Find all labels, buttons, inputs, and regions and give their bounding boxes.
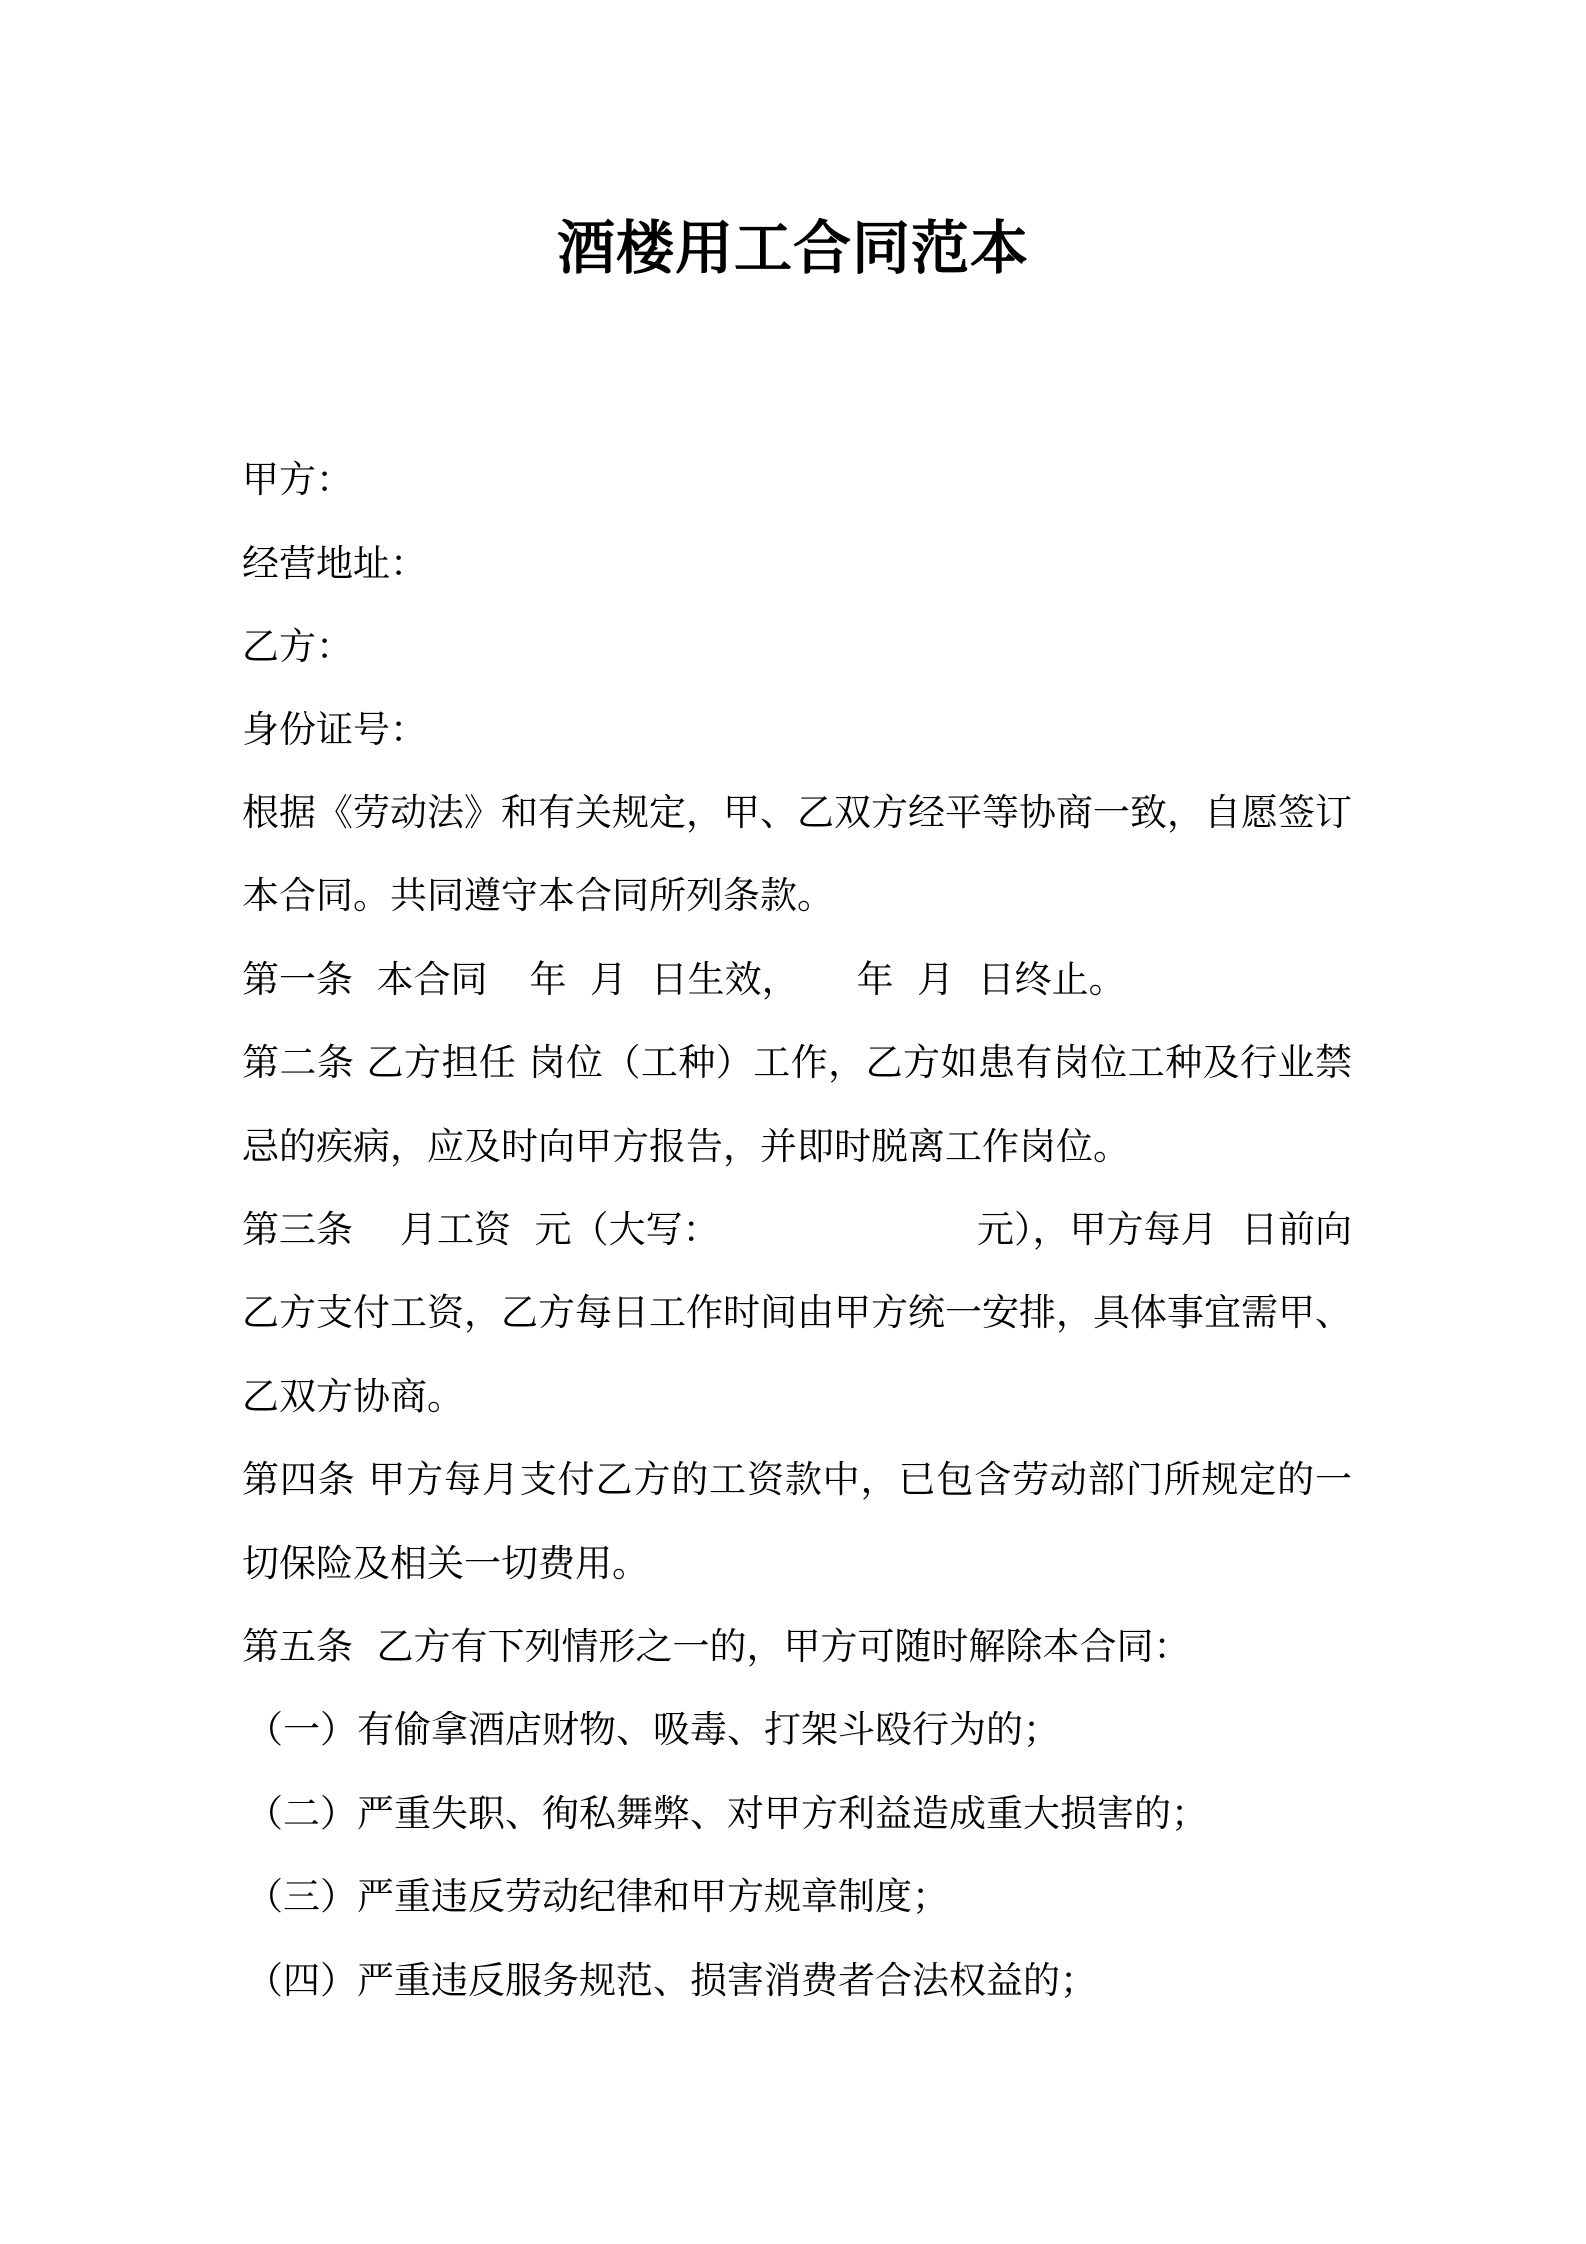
article-3-line-1 — [242, 1205, 1352, 1255]
article-1 — [242, 955, 1126, 1005]
preamble-line-1: 根据《劳动法》和有关规定，甲、乙双方经平等协商一致，自愿签订 — [242, 791, 1352, 834]
article-3-line-3: 乙双方协商。 — [242, 1375, 464, 1418]
article-1-part-2: 年 月 日生效， — [529, 958, 799, 1001]
id-number-line: 身份证号： — [242, 708, 427, 751]
article-5-item-1: （一）有偷拿酒店财物、吸毒、打架斗殴行为的； — [246, 1708, 1060, 1751]
document-title: 酒楼用工合同范本 — [556, 214, 1029, 282]
article-5-item-3: （三）严重违反劳动纪律和甲方规章制度； — [246, 1875, 949, 1918]
article-1-part-3: 年 月 日终止。 — [856, 958, 1126, 1001]
address-line: 经营地址： — [242, 542, 427, 585]
party-a-line: 甲方： — [242, 458, 353, 501]
article-5-line-1: 第五条 乙方有下列情形之一的，甲方可随时解除本合同： — [242, 1625, 1191, 1668]
article-3-part-1: 第三条 月工资 元（大写： — [242, 1208, 720, 1251]
article-1-part-1: 第一条 本合同 — [242, 958, 488, 1001]
party-b-line: 乙方： — [242, 625, 353, 668]
article-4-line-1: 第四条 甲方每月支付乙方的工资款中，已包含劳动部门所规定的一 — [242, 1458, 1352, 1501]
article-5-item-4: （四）严重违反服务规范、损害消费者合法权益的； — [246, 1959, 1097, 2002]
preamble-line-2: 本合同。共同遵守本合同所列条款。 — [242, 874, 834, 917]
article-3-part-2: 元），甲方每月 日前向 — [976, 1208, 1352, 1251]
article-4-line-2: 切保险及相关一切费用。 — [242, 1542, 649, 1585]
article-2-line-2: 忌的疾病，应及时向甲方报告，并即时脱离工作岗位。 — [242, 1125, 1130, 1168]
article-2-line-1: 第二条 乙方担任 岗位（工种）工作，乙方如患有岗位工种及行业禁 — [242, 1041, 1352, 1084]
article-5-item-2: （二）严重失职、徇私舞弊、对甲方利益造成重大损害的； — [246, 1792, 1208, 1835]
article-3-line-2: 乙方支付工资，乙方每日工作时间由甲方统一安排，具体事宜需甲、 — [242, 1291, 1352, 1334]
